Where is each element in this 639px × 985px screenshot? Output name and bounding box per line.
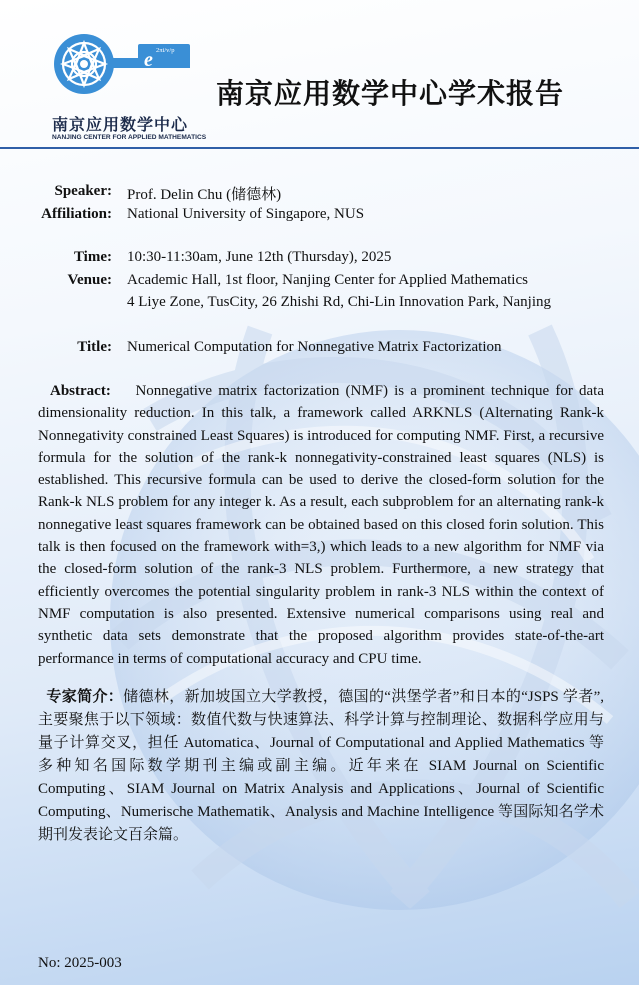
org-name-en: NANJING CENTER FOR APPLIED MATHEMATICS (52, 134, 207, 141)
abstract-paragraph (38, 380, 604, 670)
bio-paragraph (38, 686, 604, 847)
title-label: Title: (77, 339, 112, 355)
abstract-label: Abstract: (50, 383, 111, 399)
speaker-label: Speaker: (54, 183, 112, 199)
nanjing-center-logo (52, 30, 192, 110)
page-title: 南京应用数学中心学术报告 (216, 77, 565, 110)
time-value: 10:30-11:30am, June 12th (Thursday), 2025 (127, 249, 392, 265)
logo-formula: e (144, 49, 153, 71)
venue-line-2: 4 Liye Zone, TusCity, 26 Zhishi Rd, Chi-Lin Innovation Park, Nanjing (127, 294, 552, 310)
talk-title: Numerical Computation for Nonnegative Matrix Factorization (127, 339, 502, 355)
bio-label: 专家简介： (46, 689, 124, 705)
logo-superscript: 2πi/v/p (156, 47, 175, 54)
org-name-cn: 南京应用数学中心 (52, 115, 189, 134)
bio-text: 储德林，新加坡国立大学教授，德国的“洪堡学者”和日本的“JSPS 学者”,主要聚焦于以下领域：数值代数与快速算法、科学计算与控制理论、数据科学应用与量子计算交叉，担任 Automatica、Journal of Computational and Applied Mathematics 等多种知名国际数学期刊主编或副主编。近年来在 SIAM Journal on Scientific Computing、SIAM Journal on Matrix Analysis and Applications、Journal of Scientific Computing、Numerische Mathematik、Analysis and Machine Intelligence 等国际知名学术期刊发表论文百余篇。 (38, 689, 604, 843)
affiliation-value: National University of Singapore, NUS (127, 206, 365, 222)
document-number: No: 2025-003 (38, 955, 122, 971)
time-label: Time: (73, 249, 112, 265)
speaker-value: Prof. Delin Chu (储德林) (127, 187, 282, 203)
abstract-text: Nonnegative matrix factorization (NMF) is a prominent technique for data dimensionality reduction. In this talk, a framework called ARKNLS (Alternating Rank-k Nonnegativity constrained Least Squares) is introduced for computing NMF. First, a recursive formula for the solution of the rank-k nonnegativity-constrained least squares (NLS) is established. This recursive formula can be used to derive the closed-form solution for the Rank-k NLS problem for any integer k. As a result, each subproblem for an alternating rank-k nonnegative least squares framework can be obtained based on this closed forin solution. This talk is then focused on the framework with=3,) which leads to a new algorithm for NMF via the closed-form solution of the rank-3 NLS problem. Furthermore, a new strategy that efficiently overcomes the potential singularity problem in rank-3 NLS within the context of NMF computation is also presented. Extensive numerical comparisons using real and synthetic data sets demonstrate that the proposed algorithm provides state-of-the-art performance in terms of computational accuracy and CPU time. (38, 383, 604, 667)
venue-label: Venue: (67, 272, 112, 288)
header-divider (0, 147, 639, 149)
affiliation-label: Affiliation: (41, 206, 112, 222)
venue-line-1: Academic Hall, 1st floor, Nanjing Center for Applied Mathematics (127, 272, 528, 288)
